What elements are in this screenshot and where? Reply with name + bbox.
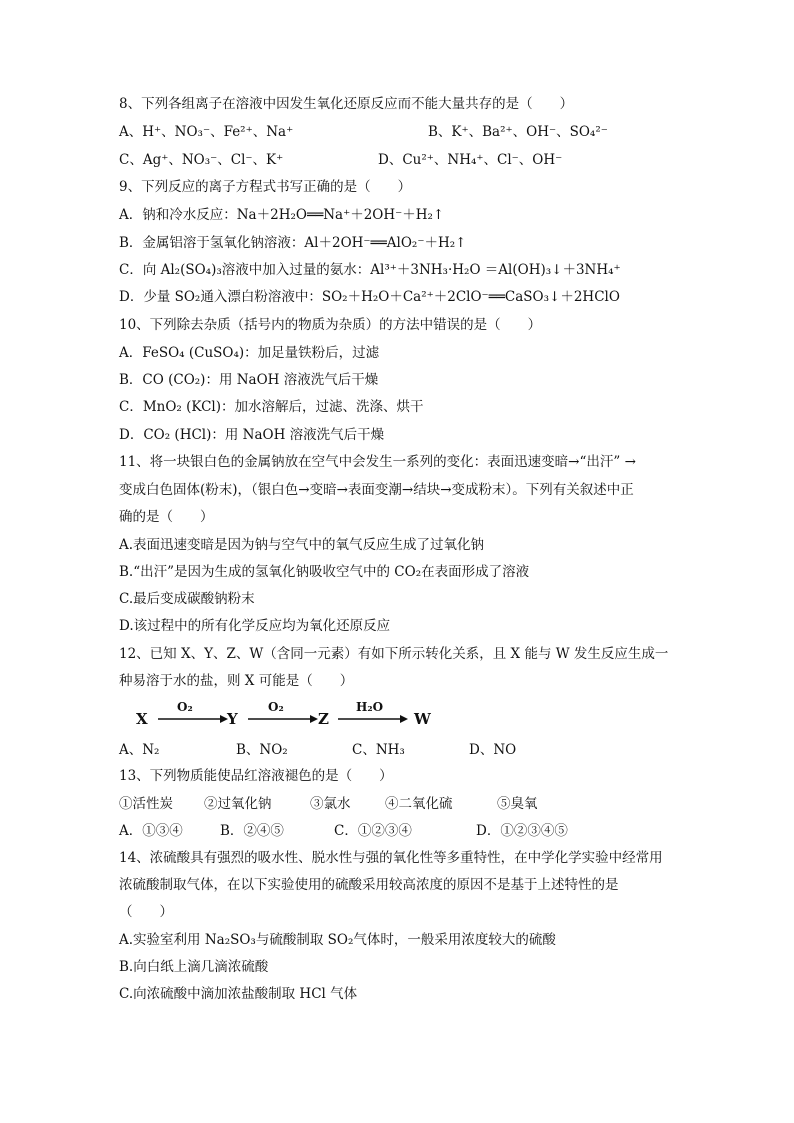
q9-option-c: C．向 Al₂(SO₄)₃溶液中加入过量的氨水：Al³⁺＋3NH₃·H₂O ＝Al(OH)₃↓＋3NH₄⁺ — [119, 262, 621, 278]
q10-stem: 10、下列除去杂质（括号内的物质为杂质）的方法中错误的是（ ） — [119, 317, 542, 333]
scheme-arrow-3 — [338, 714, 408, 724]
q8-option-d: D、Cu²⁺、NH₄⁺、Cl⁻、OH⁻ — [378, 152, 563, 168]
q9-option-a: A．钠和冷水反应：Na＋2H₂O══Na⁺＋2OH⁻＋H₂↑ — [119, 207, 445, 223]
q13-option-d: D．①②③④⑤ — [476, 823, 568, 839]
q14-option-a: A.实验室利用 Na₂SO₃与硫酸制取 SO₂气体时，一般采用浓度较大的硫酸 — [119, 932, 556, 948]
q10-option-c: C．MnO₂ (KCl)：加水溶解后，过滤、洗涤、烘干 — [119, 399, 424, 415]
q11-option-d: D.该过程中的所有化学反应均为氧化还原反应 — [119, 618, 391, 634]
q12-option-b: B、NO₂ — [236, 742, 288, 758]
q14-stem-line3: （ ） — [119, 904, 173, 920]
q11-stem-line2: 变成白色固体(粉末)，（银白色→变暗→表面变潮→结块→变成粉末）。下列有关叙述中正 — [119, 482, 634, 498]
q13-option-a: A．①③④ — [119, 823, 183, 839]
q12-stem-line2: 种易溶于水的盐，则 X 可能是（ ） — [119, 673, 354, 689]
q9-option-b: B．金属铝溶于氢氧化钠溶液：Al＋2OH⁻══AlO₂⁻＋H₂↑ — [119, 235, 467, 251]
q13-option-b: B．②④⑤ — [220, 823, 284, 839]
q10-option-b: B．CO (CO₂)：用 NaOH 溶液洗气后干燥 — [119, 372, 379, 388]
q13-item-2: ②过氧化钠 — [204, 796, 272, 812]
q12-option-a: A、N₂ — [119, 742, 160, 758]
q13-item-1: ①活性炭 — [119, 796, 173, 812]
q10-option-d: D．CO₂ (HCl)：用 NaOH 溶液洗气后干燥 — [119, 427, 385, 443]
q14-stem-line2: 浓硫酸制取气体，在以下实验使用的硫酸采用较高浓度的原因不是基于上述特性的是 — [119, 877, 619, 893]
scheme-arrow-2 — [248, 714, 318, 724]
q13-item-5: ⑤臭氧 — [497, 796, 538, 812]
q10-option-a: A．FeSO₄ (CuSO₄)：加足量铁粉后，过滤 — [119, 345, 380, 361]
scheme-reagent-2: O₂ — [268, 700, 284, 714]
q14-option-c: C.向浓硫酸中滴加浓盐酸制取 HCl 气体 — [119, 986, 358, 1002]
q9-stem: 9、下列反应的离子方程式书写正确的是（ ） — [119, 179, 412, 195]
q9-option-d: D．少量 SO₂通入漂白粉溶液中：SO₂＋H₂O＋Ca²⁺＋2ClO⁻══CaSO₃↓＋2HClO — [119, 289, 620, 305]
q11-stem-line1: 11、将一块银白色的金属钠放在空气中会发生一系列的变化：表面迅速变暗→“出汗” → — [119, 454, 636, 470]
q11-option-a: A.表面迅速变暗是因为钠与空气中的氧气反应生成了过氧化钠 — [119, 537, 485, 553]
scheme-w: W — [414, 710, 431, 728]
scheme-arrow-1 — [158, 714, 228, 724]
q8-option-b: B、K⁺、Ba²⁺、OH⁻、SO₄²⁻ — [428, 124, 608, 140]
scheme-y: Y — [227, 710, 238, 728]
q13-item-3: ③氯水 — [310, 796, 351, 812]
q13-option-c: C．①②③④ — [334, 823, 412, 839]
q8-option-a: A、H⁺、NO₃⁻、Fe²⁺、Na⁺ — [119, 124, 294, 140]
q13-item-4: ④二氧化硫 — [385, 796, 453, 812]
scheme-x: X — [136, 710, 148, 728]
q12-option-c: C、NH₃ — [352, 742, 405, 758]
q13-stem: 13、下列物质能使品红溶液褪色的是（ ） — [119, 768, 393, 784]
q8-stem: 8、下列各组离子在溶液中因发生氧化还原反应而不能大量共存的是（ ） — [119, 96, 574, 112]
q11-stem-line3: 确的是（ ） — [119, 509, 214, 525]
q14-option-b: B.向白纸上滴几滴浓硫酸 — [119, 959, 269, 975]
scheme-reagent-1: O₂ — [177, 700, 193, 714]
scheme-z: Z — [318, 710, 329, 728]
q12-option-d: D、NO — [469, 742, 517, 758]
q11-option-c: C.最后变成碳酸钠粉末 — [119, 591, 255, 607]
q11-option-b: B.“出汗”是因为生成的氢氧化钠吸收空气中的 CO₂在表面形成了溶液 — [119, 564, 530, 580]
scheme-reagent-3: H₂O — [356, 700, 384, 714]
q8-option-c: C、Ag⁺、NO₃⁻、Cl⁻、K⁺ — [119, 152, 284, 168]
q12-conversion-scheme — [130, 702, 460, 730]
q12-stem-line1: 12、已知 X、Y、Z、W（含同一元素）有如下所示转化关系，且 X 能与 W 发生反应生成一 — [119, 646, 669, 662]
q14-stem-line1: 14、浓硫酸具有强烈的吸水性、脱水性与强的氧化性等多重特性，在中学化学实验中经常用 — [119, 850, 663, 866]
